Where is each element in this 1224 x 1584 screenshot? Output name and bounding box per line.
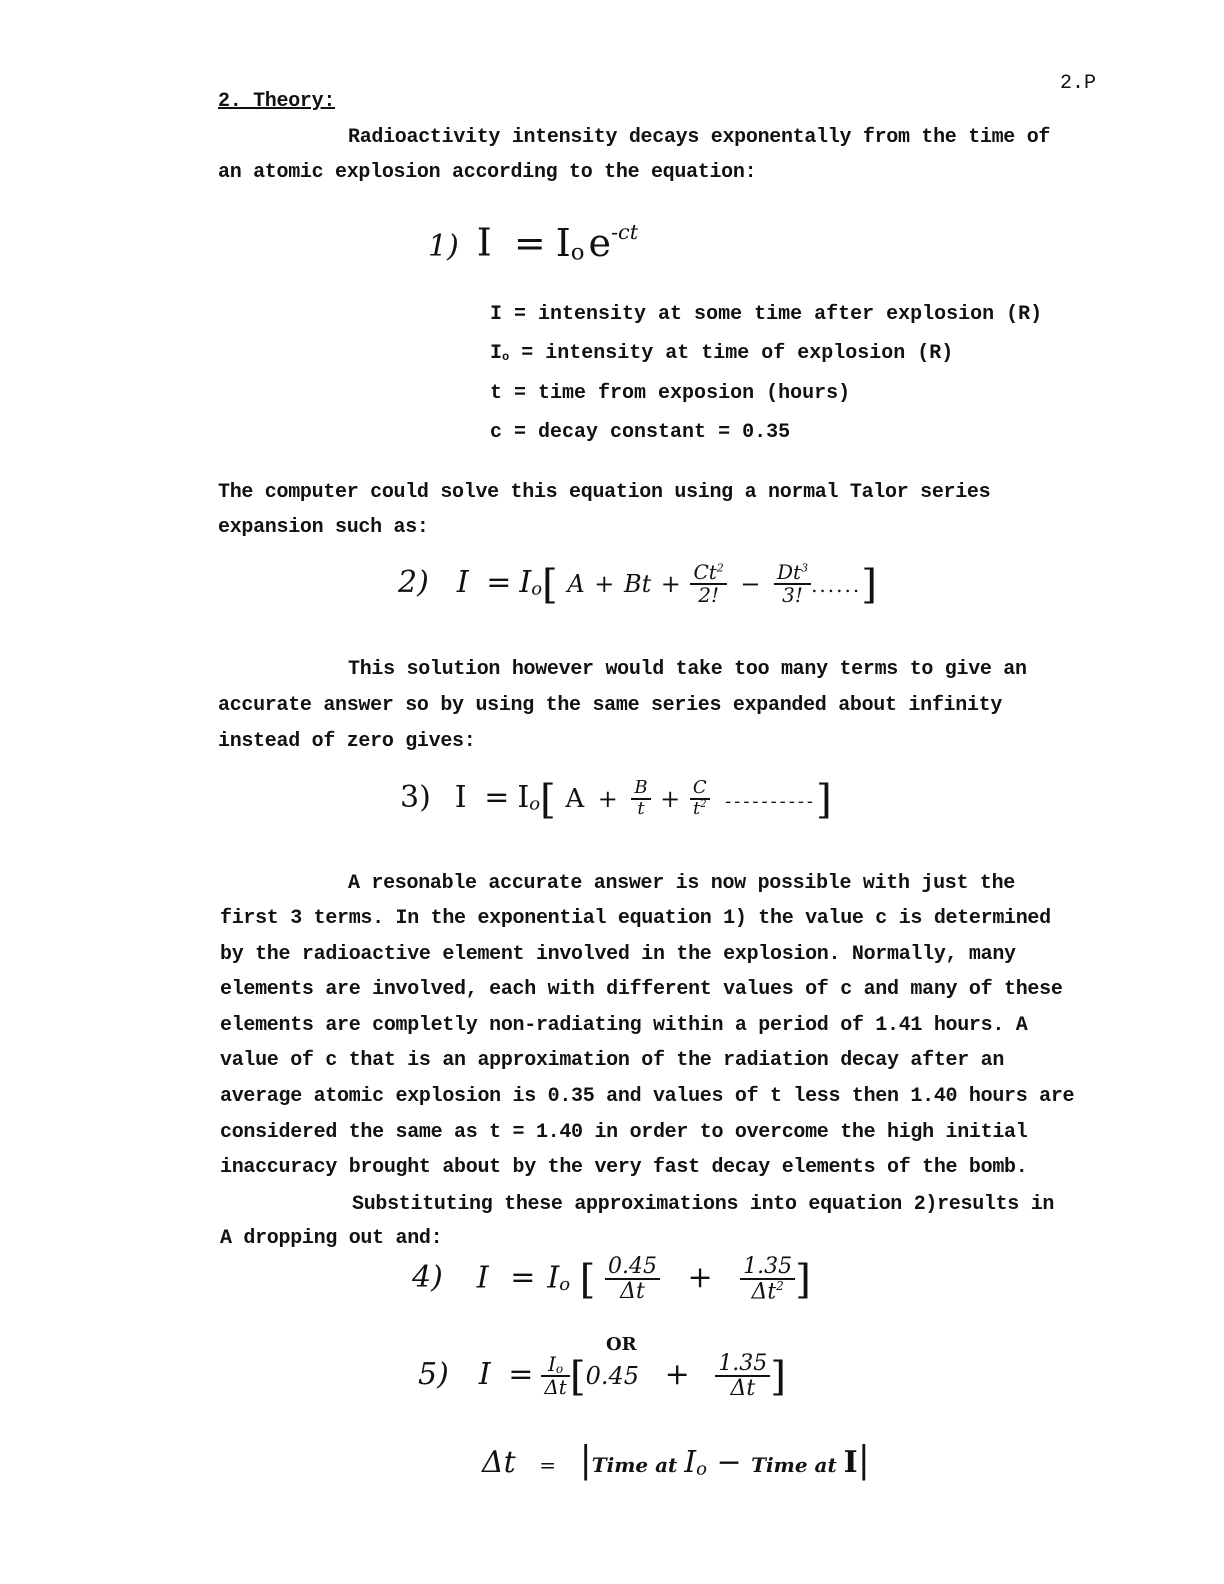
para2-line-2: expansion such as: — [218, 516, 429, 539]
eq4-plus: + — [687, 1260, 713, 1296]
eq2-f1-num: Ct — [693, 560, 717, 584]
def-text: = time from exposion (hours) — [514, 381, 851, 405]
para4-line-1: A resonable accurate answer is now possible with just the — [348, 872, 1016, 895]
eq6-i: I — [843, 1445, 858, 1480]
eq2-equals: = — [486, 565, 512, 600]
eq3-f2-den: t — [692, 798, 701, 819]
para5-line-1: Substituting these approximations into equation 2)results in — [352, 1193, 1055, 1216]
eq2-term-b: Bt — [623, 570, 652, 598]
eq3-equals: = — [484, 780, 510, 815]
eq1-io — [556, 221, 585, 265]
eq5-io: I — [548, 1351, 556, 1376]
eq6-time-at-2: Time at — [751, 1453, 844, 1477]
def-text: = intensity at time of explosion (R) — [521, 342, 954, 366]
eq4-f2-num: 1.35 — [740, 1255, 795, 1280]
eq4-io: I — [547, 1260, 560, 1296]
def-symbol: I — [490, 303, 503, 326]
eq6-time-at-1: Time at — [591, 1453, 685, 1477]
para4-line-7: average atomic explosion is 0.35 and values of t less then 1.40 hours are — [220, 1085, 1075, 1108]
eq5-f-den: Δt — [730, 1376, 756, 1402]
eq4-f1-num: 0.45 — [605, 1255, 660, 1280]
eq3-term-a: A — [565, 784, 585, 814]
eq2-f2-num: Dt — [776, 560, 802, 584]
eq3-f1-den: t — [637, 798, 645, 819]
definition-item — [490, 297, 1042, 336]
eq4-fraction-2 — [740, 1255, 795, 1304]
eq6-lhs: Δt — [482, 1445, 516, 1480]
eq5-plus: + — [664, 1357, 690, 1393]
def-symbol: t — [490, 381, 503, 405]
eq6-minus: − — [716, 1445, 742, 1480]
eq4-io-sub: o — [559, 1273, 571, 1295]
eq1-e: e — [588, 220, 611, 265]
eq5-f-num: 1.35 — [715, 1352, 770, 1377]
eq2-term-a: A — [567, 570, 585, 598]
eq3-lhs: I — [454, 780, 467, 815]
def-symbol: c — [490, 420, 503, 444]
eq5-equals: = — [508, 1357, 534, 1393]
eq2-f1-den: 2! — [698, 583, 719, 607]
eq3-dots: ---------- — [725, 791, 816, 812]
para4-line-2: first 3 terms. In the exponential equation 1) the value c is determined — [220, 907, 1051, 930]
para4-line-4: elements are involved, each with different values of c and many of these — [220, 978, 1063, 1001]
para4-line-9: inaccuracy brought about by the very fast decay elements of the bomb. — [220, 1156, 1028, 1179]
para4-line-6: value of c that is an approximation of the radiation decay after an — [220, 1049, 1005, 1072]
eq1-label: 1) — [428, 228, 459, 264]
eq3-label: 3) — [400, 780, 431, 815]
eq6-equals: = — [539, 1453, 557, 1477]
equation-delta-t — [482, 1440, 870, 1481]
eq2-lhs: I — [456, 565, 469, 600]
eq2-close-bracket: ] — [861, 560, 878, 608]
eq4-label: 4) — [412, 1260, 443, 1296]
para4-line-3: by the radioactive element involved in the explosion. Normally, many — [220, 943, 1016, 966]
section-heading: 2. Theory: — [218, 90, 336, 113]
eq5-close-bracket: ] — [770, 1352, 787, 1401]
eq3-io-sub: o — [529, 793, 541, 815]
eq2-f2-sup: 3 — [801, 561, 809, 575]
eq6-bar-right: | — [857, 1440, 870, 1481]
eq4-lhs: I — [476, 1260, 489, 1296]
eq4-equals: = — [510, 1260, 536, 1296]
definition-item — [490, 415, 1042, 454]
eq2-f2-den: 3! — [782, 583, 803, 607]
eq3-close-bracket: ] — [815, 775, 832, 823]
def-text: = intensity at some time after explosion (R) — [514, 303, 1043, 326]
eq3-io: I — [517, 780, 530, 815]
definitions-list — [490, 297, 1042, 454]
equation-1 — [428, 220, 638, 265]
eq3-op-1: + — [597, 785, 618, 813]
eq5-pre-den: Δt — [544, 1375, 567, 1400]
eq3-fraction-b — [631, 779, 650, 819]
eq2-label: 2) — [398, 565, 429, 600]
eq6-io-sub: o — [696, 1458, 707, 1480]
intro-line-2: an atomic explosion according to the equation: — [218, 161, 757, 184]
intro-line-1: Radioactivity intensity decays exponentally from the time of — [348, 126, 1051, 149]
eq1-lhs: I — [476, 220, 492, 265]
eq5-term: 0.45 — [585, 1362, 640, 1391]
eq2-dots: ...... — [811, 573, 862, 597]
eq3-f2-num: C — [690, 779, 710, 800]
eq4-close-bracket: ] — [795, 1255, 811, 1304]
def-sub: o — [502, 350, 510, 365]
eq3-fraction-c — [690, 779, 710, 819]
def-symbol: I — [490, 342, 503, 366]
eq2-op-2: + — [660, 570, 681, 598]
eq1-equals: = — [513, 220, 546, 265]
eq2-io-sub: o — [531, 578, 543, 600]
eq3-f1-num: B — [631, 779, 650, 800]
eq4-fraction-1 — [605, 1255, 660, 1303]
definition-item — [490, 336, 1042, 375]
eq5-label: 5) — [418, 1357, 449, 1393]
eq4-f2-sup: 2 — [776, 1279, 784, 1294]
or-label: OR — [606, 1334, 637, 1355]
para3-line-3: instead of zero gives: — [218, 730, 476, 753]
equation-2 — [398, 560, 877, 608]
para3-line-1: This solution however would take too many terms to give an — [348, 658, 1027, 681]
para4-line-5: elements are completly non-radiating within a period of 1.41 hours. A — [220, 1014, 1028, 1037]
definition-item — [490, 376, 1042, 415]
eq5-open-bracket: [ — [569, 1352, 586, 1401]
eq4-open-bracket: [ — [579, 1255, 596, 1304]
eq2-open-bracket: [ — [542, 560, 558, 608]
eq2-op-1: + — [594, 570, 615, 598]
eq5-fraction — [715, 1352, 770, 1400]
eq2-op-3: − — [740, 570, 761, 598]
eq6-bar-left: | — [579, 1440, 592, 1481]
eq5-lhs: I — [478, 1357, 491, 1393]
eq2-fraction-c — [690, 562, 726, 606]
eq5-io-over-dt — [541, 1351, 569, 1400]
eq1-exponent: -ct — [611, 220, 639, 244]
para3-line-2: accurate answer so by using the same series expanded about infinity — [218, 694, 1003, 717]
eq6-io: I — [684, 1445, 697, 1480]
equation-3 — [400, 775, 832, 823]
eq3-open-bracket: [ — [540, 775, 556, 823]
para2-line-1: The computer could solve this equation using a normal Talor series — [218, 481, 991, 504]
eq3-op-2: + — [660, 785, 681, 813]
eq3-f2-sup: 2 — [700, 799, 707, 810]
eq2-fraction-d — [774, 562, 811, 606]
equation-4 — [412, 1255, 811, 1304]
para5-line-2: A dropping out and: — [220, 1227, 443, 1250]
def-text: = decay constant = 0.35 — [514, 420, 791, 444]
eq2-io: I — [519, 565, 532, 600]
eq4-f2-den: Δt — [751, 1279, 777, 1305]
para4-line-8: considered the same as t = 1.40 in order to overcome the high initial — [220, 1121, 1028, 1144]
eq1-i-base: I — [555, 220, 571, 265]
equation-5 — [418, 1352, 786, 1400]
eq1-i-sub: o — [570, 239, 585, 266]
eq4-f1-den: Δt — [620, 1279, 645, 1305]
eq2-f1-sup: 2 — [716, 561, 724, 575]
page-number: 2.P — [1060, 72, 1097, 95]
eq5-io-sub: o — [555, 1361, 564, 1376]
